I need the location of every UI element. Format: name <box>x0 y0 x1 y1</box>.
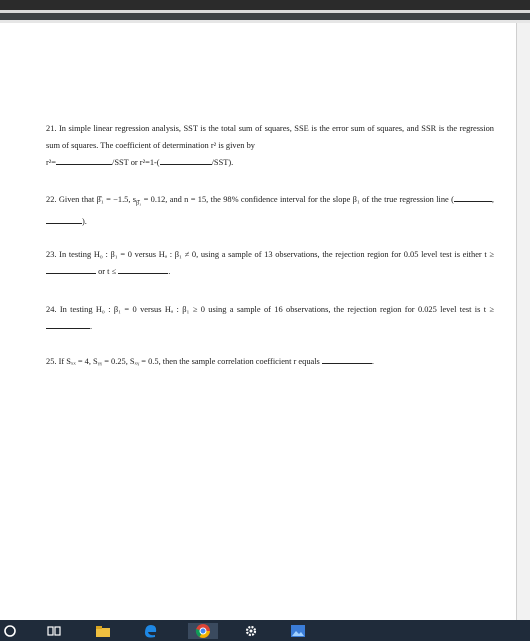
pdf-page <box>0 23 517 620</box>
viewer-toolbar <box>0 13 530 20</box>
settings-icon[interactable] <box>243 623 259 639</box>
question-text: /SST). <box>211 158 234 167</box>
question-number: 22. <box>46 195 57 204</box>
question-text: = 0.12, and n = 15, the 98% confidence interval for the slope β₁ of the true regression line ( <box>141 195 454 204</box>
answer-blank[interactable] <box>46 264 96 274</box>
question-22 <box>46 191 494 230</box>
question-number: 25. <box>46 357 57 366</box>
edge-icon[interactable] <box>142 623 158 639</box>
question-text: In testing H₀ : β₁ = 0 versus Hₐ : β₁ ≥ 0 using a sample of 16 observations, the rejection region for 0.025 level test is t ≥ <box>59 305 495 314</box>
question-text: In simple linear regression analysis, SST is the total sum of squares, SSE is the error sum of squares, and SSR is the regression sum of squares. The coefficient of determination r² is given by <box>46 124 494 150</box>
question-text: ). <box>82 216 87 226</box>
question-number: 21. <box>46 124 57 133</box>
question-text: . <box>90 322 93 331</box>
answer-blank[interactable] <box>46 214 82 224</box>
answer-blank[interactable] <box>118 264 171 276</box>
question-text: In testing H₀ : β₁ = 0 versus Hₐ : β₁ ≠ 0, using a sample of 13 observations, the rejection region for 0.05 level test is either t ≥ <box>59 250 494 259</box>
question-text: r²= <box>46 158 57 167</box>
question-text: . <box>168 267 171 276</box>
question-number: 23. <box>46 250 57 259</box>
chrome-icon[interactable] <box>188 623 218 639</box>
question-23 <box>46 246 494 280</box>
answer-blank[interactable] <box>56 155 112 165</box>
answer-blank[interactable] <box>454 192 495 204</box>
question-text: If Sₓₓ = 4, Sᵧᵧ = 0.25, Sₓᵧ = 0.5, then the sample correlation coefficient r equals <box>58 357 320 366</box>
search-icon[interactable] <box>2 623 18 639</box>
subscript: β̂₁ <box>136 200 142 207</box>
question-text: Given that β̂₁ = −1.5, s <box>58 195 137 204</box>
question-text: /SST or r²=1-( <box>112 158 160 167</box>
question-number: 24. <box>46 305 57 314</box>
photos-icon[interactable] <box>290 623 306 639</box>
answer-blank[interactable] <box>160 155 212 165</box>
question-21 <box>46 120 494 171</box>
answer-blank[interactable] <box>322 354 372 364</box>
file-explorer-icon[interactable] <box>95 623 111 639</box>
answer-blank[interactable] <box>46 319 93 331</box>
question-text: or t ≤ <box>98 267 117 276</box>
window-top-bar <box>0 0 530 10</box>
vertical-scrollbar[interactable] <box>517 23 530 620</box>
taskbar <box>0 620 530 641</box>
question-text: , <box>491 195 495 204</box>
question-text: . <box>371 357 374 366</box>
task-view-icon[interactable] <box>46 623 62 639</box>
question-25 <box>46 353 494 370</box>
question-24 <box>46 301 494 335</box>
